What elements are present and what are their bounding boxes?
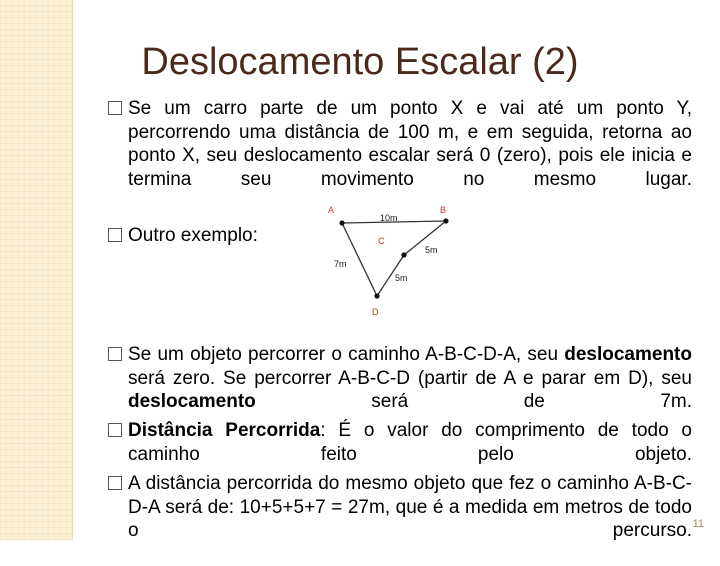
label-d: D: [372, 307, 379, 317]
bullet-car-example: Se um carro parte de um ponto X e vai até um ponto Y, percorrendo uma distância de 100 m, e em seguida, retorna ao ponto X, seu deslocamento escalar será 0 (zero), pois ele inicia e termina seu movimento no mesmo lugar.: [108, 97, 692, 215]
bullet-checkbox-icon: [108, 419, 122, 443]
label-a: A: [328, 205, 335, 215]
path-diagram: [300, 195, 470, 320]
point-c: [401, 252, 406, 257]
point-d: [374, 293, 379, 298]
label-b: B: [440, 205, 447, 215]
label-ad: 7m: [334, 259, 347, 269]
bullet-path-example: Se um objeto percorrer o caminho A-B-C-D-A, seu deslocamento será zero. Se percorrer A-B-C-D (partir de A e parar em D), seu deslocamento será de 7m.: [108, 343, 692, 437]
edge-ad: [342, 223, 377, 296]
label-c: C: [378, 236, 385, 246]
bullet-checkbox-icon: [108, 224, 122, 248]
bullet-distance-example: A distância percorrida do mesmo objeto que fez o caminho A-B-C-D-A será de: 10+5+5+7 = 27m, que é a medida em metros de todo o percurso.: [108, 472, 692, 566]
bullet-checkbox-icon: [108, 97, 122, 121]
bullet-distance-definition: Distância Percorrida: É o valor do comprimento de todo o caminho feito pelo objeto.: [108, 419, 692, 490]
bullet-other-example: Outro exemplo:: [108, 224, 308, 248]
label-ab: 10m: [380, 213, 398, 223]
label-cd: 5m: [395, 273, 408, 283]
page-title: Deslocamento Escalar (2): [141, 41, 579, 83]
point-b: [443, 218, 448, 223]
bullet-checkbox-icon: [108, 343, 122, 367]
point-a: [339, 220, 344, 225]
page-number: 11: [692, 518, 704, 530]
label-bc: 5m: [425, 245, 438, 255]
bullet-checkbox-icon: [108, 472, 122, 496]
